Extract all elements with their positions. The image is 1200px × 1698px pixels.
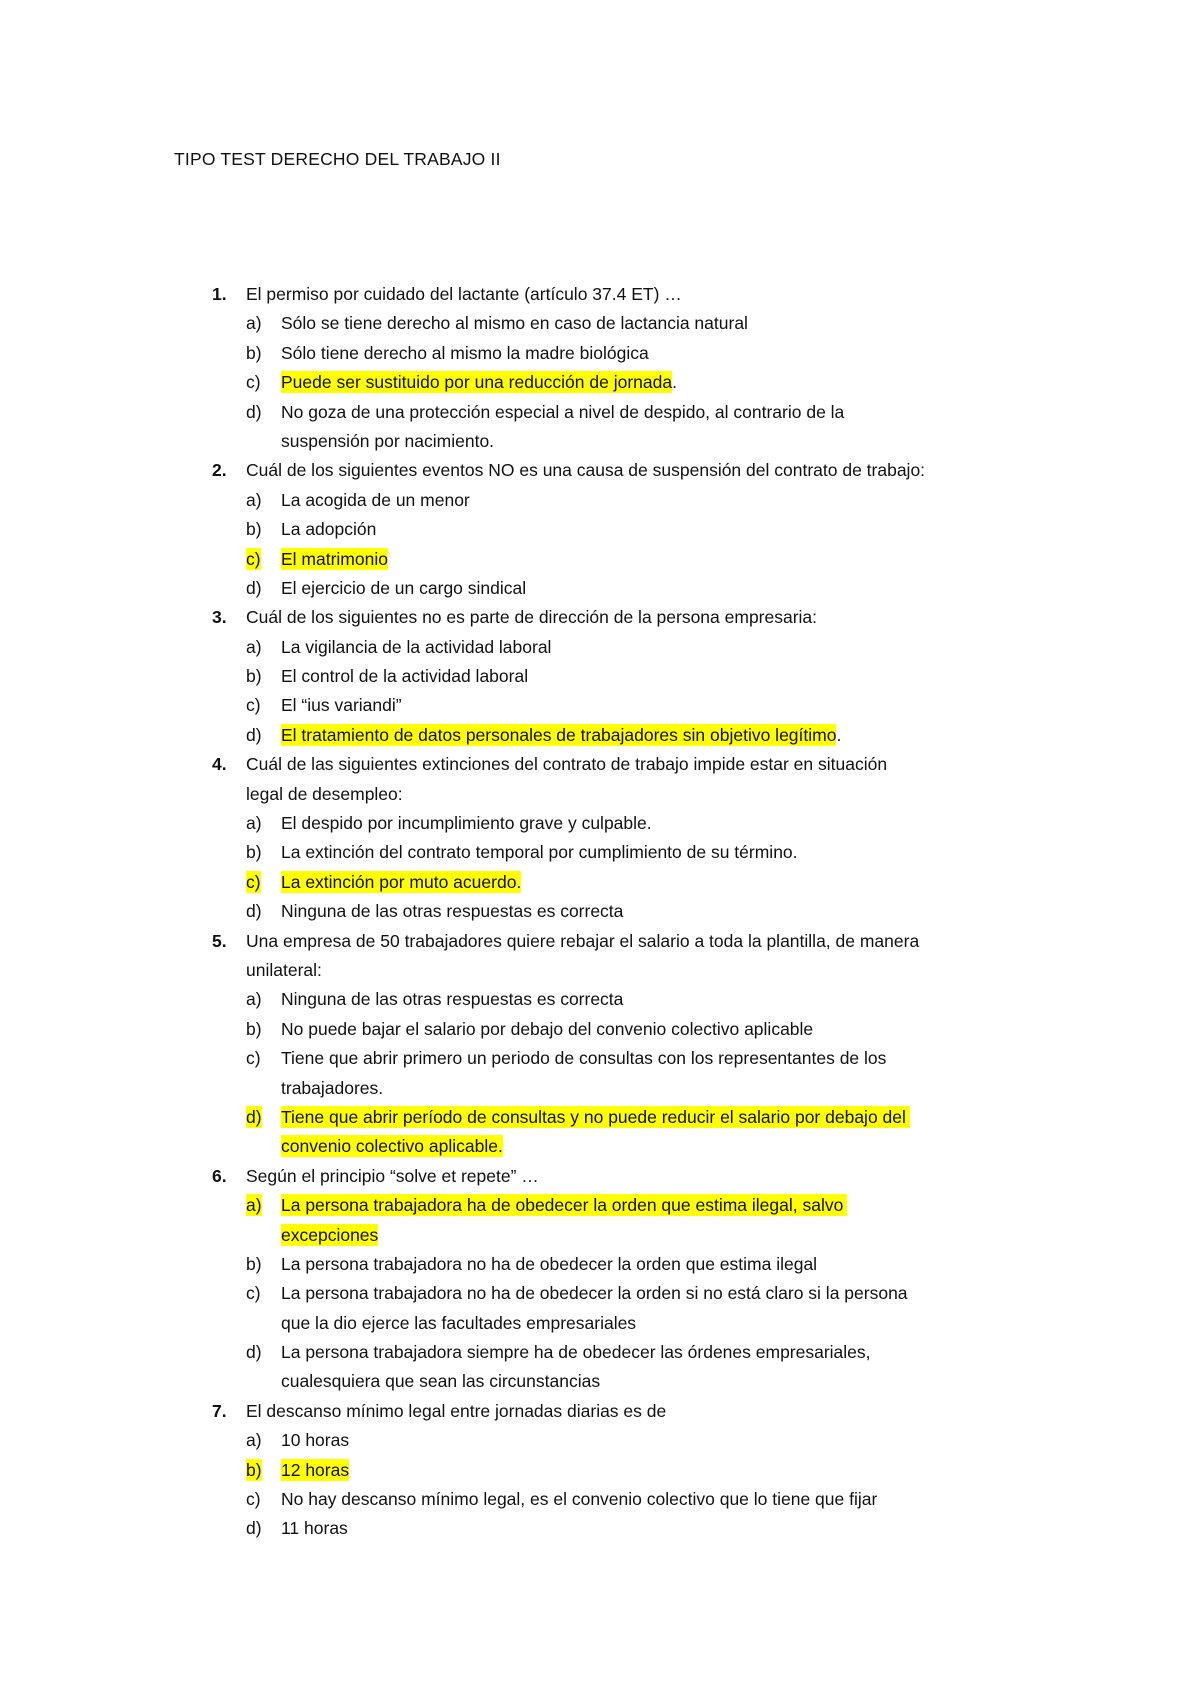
option-text-wrapper — [281, 1191, 847, 1220]
question-2 — [174, 456, 1054, 603]
option-text: trabajadores. — [281, 1077, 384, 1098]
option-text: El despido por incumplimiento grave y culpable. — [281, 813, 652, 834]
option-d — [174, 398, 1054, 427]
highlighted-answer: excepciones — [281, 1224, 379, 1245]
question-line-continuation — [174, 956, 1054, 985]
option-a — [174, 809, 1054, 838]
option-text: Ninguna de las otras respuestas es correcta — [281, 901, 624, 922]
option-text-wrapper — [281, 1456, 349, 1485]
option-text: La acogida de un menor — [281, 489, 470, 510]
option-text: No hay descanso mínimo legal, es el convenio colectivo que lo tiene que fijar — [281, 1489, 878, 1510]
question-5 — [174, 927, 1054, 1162]
option-a — [174, 985, 1054, 1014]
option-letter: c) — [246, 1048, 261, 1069]
option-d — [174, 897, 1054, 926]
option-text: La extinción del contrato temporal por cumplimiento de su término. — [281, 842, 798, 863]
option-letter: d) — [246, 724, 262, 745]
option-text-wrapper — [281, 868, 521, 897]
option-c-correct — [174, 368, 1054, 397]
highlighted-answer: Tiene que abrir período de consultas y no puede reducir el salario por debajo del — [281, 1106, 910, 1128]
question-text: Cuál de las siguientes extinciones del contrato de trabajo impide estar en situación — [246, 754, 888, 775]
question-text: Cuál de los siguientes eventos NO es una causa de suspensión del contrato de trabajo: — [246, 460, 926, 481]
option-suffix: . — [672, 372, 677, 393]
highlighted-answer: La persona trabajadora ha de obedecer la orden que estima ilegal, salvo — [281, 1194, 847, 1216]
option-a — [174, 633, 1054, 662]
question-text: unilateral: — [246, 959, 322, 980]
option-text: El control de la actividad laboral — [281, 666, 529, 687]
option-a-continuation — [174, 1221, 1054, 1250]
highlighted-answer: El tratamiento de datos personales de trabajadores sin objetivo legítimo — [281, 724, 837, 745]
option-c-continuation — [174, 1309, 1054, 1338]
highlighted-letter: b) — [246, 1459, 262, 1480]
option-text: suspensión por nacimiento. — [281, 430, 495, 451]
option-letter: a) — [246, 313, 262, 334]
question-number: 4. — [212, 754, 227, 775]
option-letter-highlight-wrapper — [246, 868, 261, 897]
question-number: 6. — [212, 1165, 227, 1186]
option-letter-highlight-wrapper — [246, 1103, 262, 1132]
option-d-correct — [174, 721, 1054, 750]
option-text-wrapper — [281, 721, 841, 750]
option-b — [174, 1015, 1054, 1044]
option-text: La vigilancia de la actividad laboral — [281, 636, 552, 657]
option-letter: a) — [246, 489, 262, 510]
option-letter: b) — [246, 1018, 262, 1039]
option-letter: d) — [246, 577, 262, 598]
option-text: La adopción — [281, 519, 377, 540]
option-letter: d) — [246, 401, 262, 422]
option-letter: b) — [246, 666, 262, 687]
question-number: 1. — [212, 284, 227, 304]
option-c — [174, 1044, 1054, 1073]
option-letter-highlight-wrapper — [246, 1456, 262, 1485]
highlighted-letter: a) — [246, 1195, 262, 1216]
option-text: Ninguna de las otras respuestas es correcta — [281, 989, 624, 1010]
highlighted-answer: Puede ser sustituido por una reducción de jornada — [281, 372, 673, 393]
option-a — [174, 309, 1054, 338]
question-3 — [174, 603, 1054, 750]
option-letter: b) — [246, 519, 262, 540]
option-letter-highlight-wrapper — [246, 545, 261, 574]
option-letter: b) — [246, 842, 262, 863]
question-text: El descanso mínimo legal entre jornadas diarias es de — [246, 1400, 667, 1421]
option-letter: b) — [246, 342, 262, 363]
option-text-wrapper — [281, 1132, 503, 1161]
option-suffix: . — [836, 724, 842, 745]
option-b — [174, 662, 1054, 691]
highlighted-letter: c) — [246, 871, 261, 892]
highlighted-answer: 12 horas — [281, 1459, 350, 1480]
question-1 — [174, 280, 1054, 456]
highlighted-answer: El matrimonio — [281, 548, 388, 569]
highlighted-letter: c) — [246, 548, 261, 569]
option-letter: c) — [246, 1489, 261, 1510]
question-number: 3. — [212, 607, 227, 628]
question-text: Según el principio “solve et repete” … — [246, 1165, 539, 1186]
option-text: El ejercicio de un cargo sindical — [281, 577, 527, 598]
option-letter: a) — [246, 989, 262, 1010]
highlighted-letter: d) — [246, 1106, 262, 1127]
option-b-correct — [174, 1456, 1054, 1485]
option-text: La persona trabajadora siempre ha de obedecer las órdenes empresariales, — [281, 1342, 871, 1363]
option-text-wrapper — [281, 1103, 910, 1132]
option-letter: d) — [246, 1342, 262, 1363]
option-c — [174, 1485, 1054, 1514]
option-c-correct — [174, 545, 1054, 574]
option-text: No goza de una protección especial a nivel de despido, al contrario de la — [281, 401, 845, 422]
question-7 — [174, 1397, 1054, 1544]
option-letter: d) — [246, 1518, 262, 1539]
question-4 — [174, 750, 1054, 926]
option-letter: a) — [246, 813, 262, 834]
question-line — [174, 927, 1054, 956]
document-title: TIPO TEST DERECHO DEL TRABAJO II — [174, 149, 501, 169]
question-list — [174, 280, 1054, 1544]
option-c-correct — [174, 868, 1054, 897]
option-text: Sólo tiene derecho al mismo la madre biológica — [281, 342, 649, 363]
question-text: legal de desempleo: — [246, 783, 403, 804]
option-d-correct — [174, 1103, 1054, 1132]
question-line — [174, 280, 1054, 309]
option-text: No puede bajar el salario por debajo del convenio colectivo aplicable — [281, 1018, 814, 1039]
option-text: cualesquiera que sean las circunstancias — [281, 1371, 601, 1392]
question-text: Una empresa de 50 trabajadores quiere rebajar el salario a toda la plantilla, de manera — [246, 930, 920, 951]
option-text-wrapper — [281, 1221, 378, 1250]
option-text: La persona trabajadora no ha de obedecer la orden que estima ilegal — [281, 1253, 818, 1274]
option-b — [174, 838, 1054, 867]
option-d — [174, 1514, 1054, 1543]
option-letter: a) — [246, 1430, 262, 1451]
option-letter: a) — [246, 636, 262, 657]
question-number: 7. — [212, 1400, 227, 1421]
question-line — [174, 603, 1054, 632]
option-text: Sólo se tiene derecho al mismo en caso de lactancia natural — [281, 313, 748, 334]
option-b — [174, 515, 1054, 544]
question-line — [174, 456, 1054, 485]
option-d — [174, 1338, 1054, 1367]
option-text: El “ius variandi” — [281, 695, 402, 716]
option-text: que la dio ejerce las facultades empresariales — [281, 1312, 637, 1333]
option-a — [174, 486, 1054, 515]
option-c — [174, 1279, 1054, 1308]
option-d-continuation — [174, 427, 1054, 456]
option-text: La persona trabajadora no ha de obedecer la orden si no está claro si la persona — [281, 1283, 908, 1304]
question-number: 5. — [212, 930, 227, 951]
option-letter: d) — [246, 901, 262, 922]
option-d — [174, 574, 1054, 603]
question-line — [174, 1162, 1054, 1191]
option-b — [174, 339, 1054, 368]
option-text: 10 horas — [281, 1430, 350, 1451]
option-text-wrapper — [281, 368, 677, 397]
question-text: Cuál de los siguientes no es parte de dirección de la persona empresaria: — [246, 607, 818, 628]
option-letter: c) — [246, 1283, 261, 1304]
option-text: 11 horas — [281, 1518, 348, 1539]
option-text: Tiene que abrir primero un periodo de consultas con los representantes de los — [281, 1048, 887, 1069]
question-text: El permiso por cuidado del lactante (artículo 37.4 ET) … — [246, 284, 682, 304]
question-line-continuation — [174, 780, 1054, 809]
option-d-continuation — [174, 1367, 1054, 1396]
option-letter: c) — [246, 695, 261, 716]
option-letter: b) — [246, 1253, 262, 1274]
question-line — [174, 1397, 1054, 1426]
option-b — [174, 1250, 1054, 1279]
question-line — [174, 750, 1054, 779]
option-a — [174, 1426, 1054, 1455]
option-text-wrapper — [281, 545, 388, 574]
highlighted-answer: La extinción por muto acuerdo. — [281, 871, 522, 892]
highlighted-answer: convenio colectivo aplicable. — [281, 1136, 503, 1157]
option-letter-highlight-wrapper — [246, 1191, 262, 1220]
question-6 — [174, 1162, 1054, 1397]
option-d-continuation — [174, 1132, 1054, 1161]
option-c-continuation — [174, 1074, 1054, 1103]
option-a-correct — [174, 1191, 1054, 1220]
question-number: 2. — [212, 460, 227, 481]
option-c — [174, 691, 1054, 720]
option-letter: c) — [246, 372, 261, 393]
